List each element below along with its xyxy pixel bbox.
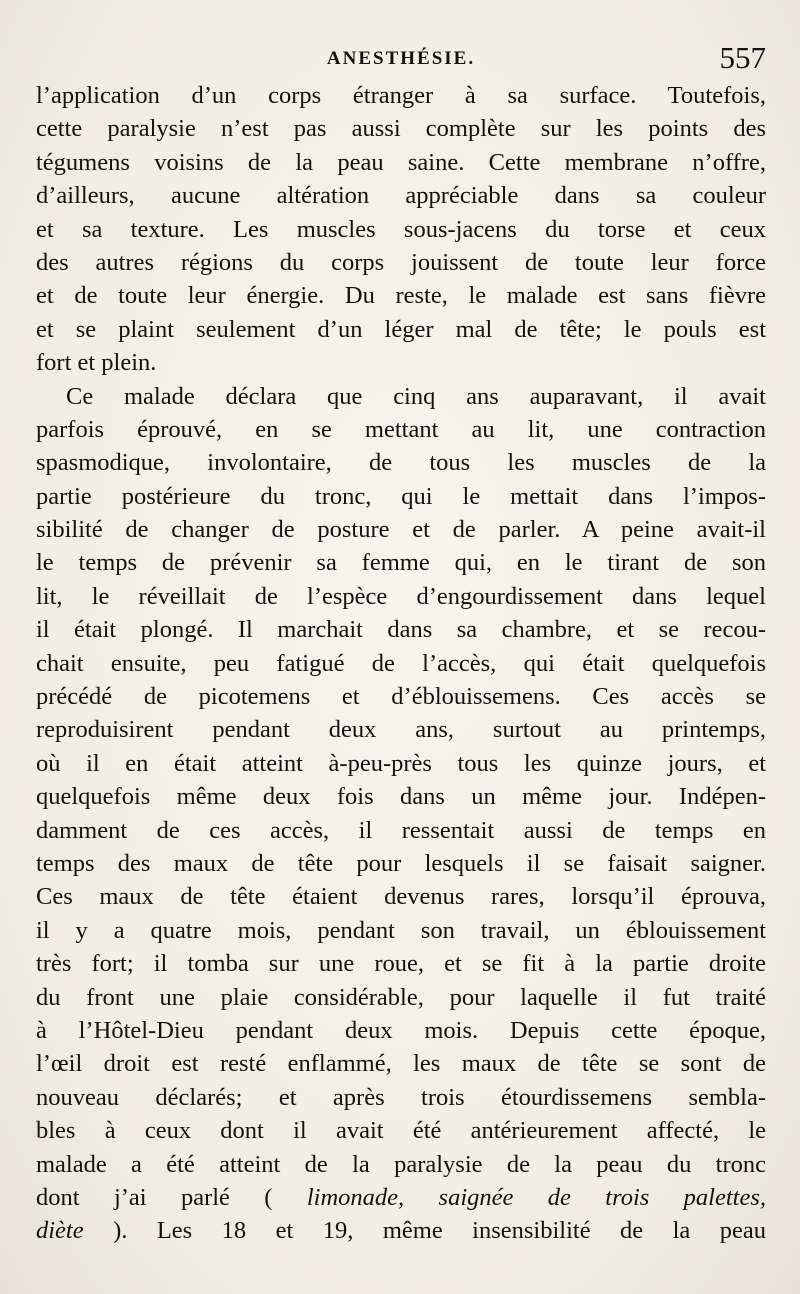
text-line: très fort; il tomba sur une roue, et se fit à la partie droite (36, 950, 766, 978)
text-line: il y a quatre mois, pendant son travail, un éblouissement (36, 916, 766, 944)
text-line: partie postérieure du tronc, qui le mettait dans l’impos- (36, 482, 766, 510)
text-fragment: dont j’ai parlé ( (36, 1183, 307, 1211)
text-line: temps des maux de tête pour lesquels il se faisait saigner. (36, 849, 766, 877)
running-head: ANESTHÉSIE. (326, 48, 476, 69)
italic-prescription: diète (36, 1217, 84, 1245)
text-line: il était plongé. Il marchait dans sa chambre, et se recou- (36, 616, 766, 644)
italic-prescription: limonade, saignée de trois palettes, (306, 1183, 767, 1211)
text-line: le temps de prévenir sa femme qui, en le tirant de son (36, 549, 766, 577)
text-line: et se plaint seulement d’un léger mal de tête; le pouls est (36, 315, 766, 343)
text-line: et sa texture. Les muscles sous-jacens du torse et ceux (36, 215, 766, 243)
text-line: du front une plaie considérable, pour laquelle il fut traité (36, 983, 766, 1011)
text-fragment: ). Les 18 et 19, même insensibilité de la peau (83, 1217, 766, 1245)
page-number: 557 (719, 40, 766, 75)
text-line: malade a été atteint de la paralysie de la peau du tronc (36, 1150, 766, 1178)
text-line: nouveau déclarés; et après trois étourdissemens sembla- (36, 1083, 766, 1111)
text-line: reproduisirent pendant deux ans, surtout au printemps, (36, 716, 766, 744)
text-line: parfois éprouvé, en se mettant au lit, une contraction (36, 415, 766, 443)
text-line: d’ailleurs, aucune altération appréciable dans sa couleur (36, 182, 766, 210)
text-line: spasmodique, involontaire, de tous les muscles de la (36, 449, 766, 477)
text-line: quelquefois même deux fois dans un même jour. Indépen- (36, 783, 766, 811)
text-line: l’application d’un corps étranger à sa surface. Toutefois, (36, 82, 766, 109)
text-line: précédé de picotemens et d’éblouissemens. Ces accès se (36, 683, 766, 711)
text-line: à l’Hôtel-Dieu pendant deux mois. Depuis cette époque, (36, 1016, 766, 1044)
text-line-with-italic (36, 1214, 766, 1247)
paragraph-start-line: Ce malade déclara que cinq ans auparavant, il avait (66, 382, 766, 410)
text-line: tégumens voisins de la peau saine. Cette membrane n’offre, (36, 148, 766, 176)
text-line-with-italic (36, 1181, 766, 1214)
text-line: des autres régions du corps jouissent de toute leur force (36, 248, 766, 276)
paragraph-end-line: fort et plein. (36, 349, 157, 377)
text-line: chait ensuite, peu fatigué de l’accès, qui était quelquefois (36, 649, 766, 677)
text-line: cette paralysie n’est pas aussi complète sur les points des (36, 115, 766, 143)
text-line: l’œil droit est resté enflammé, les maux de tête se sont de (36, 1050, 766, 1078)
page-header (36, 40, 766, 84)
text-line: où il en était atteint à-peu-près tous les quinze jours, et (36, 749, 766, 777)
body-text (36, 79, 766, 1248)
text-line: bles à ceux dont il avait été antérieurement affecté, le (36, 1117, 766, 1145)
text-line: lit, le réveillait de l’espèce d’engourdissement dans lequel (36, 582, 766, 610)
text-line: damment de ces accès, il ressentait aussi de temps en (36, 816, 766, 844)
text-line: Ces maux de tête étaient devenus rares, lorsqu’il éprouva, (36, 883, 766, 911)
text-line: et de toute leur énergie. Du reste, le malade est sans fièvre (36, 282, 766, 310)
text-line: sibilité de changer de posture et de parler. A peine avait-il (36, 516, 766, 544)
